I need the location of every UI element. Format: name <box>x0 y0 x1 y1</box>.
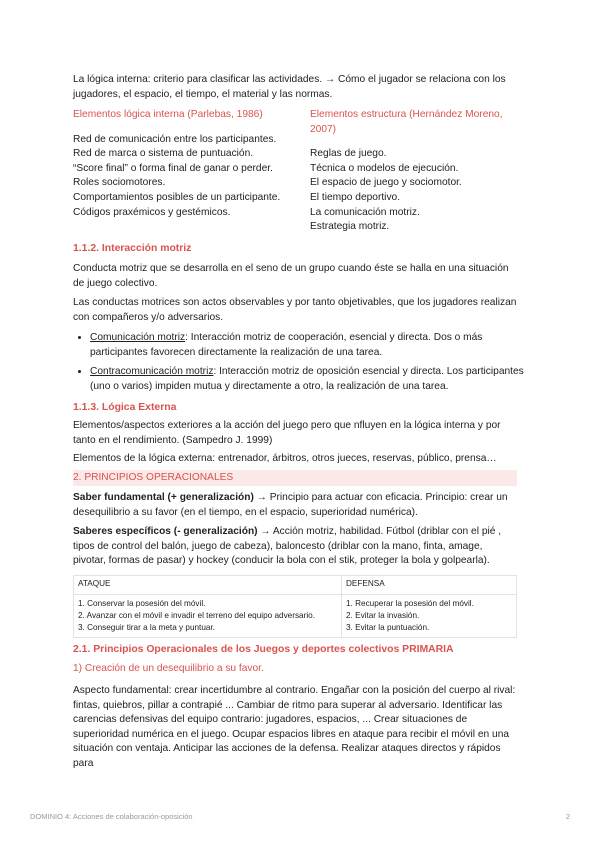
list-item: Técnica o modelos de ejecución. <box>310 162 459 174</box>
list-item: El tiempo deportivo. <box>310 191 401 203</box>
list-item: La comunicación motriz. <box>310 206 420 218</box>
list-item: Red de marca o sistema de puntuación. <box>73 148 254 160</box>
list-item: Comportamientos posibles de un participante. <box>73 191 281 203</box>
bullet-comunicacion <box>90 331 534 360</box>
footer-title: DOMINIO 4: Acciones de colaboración-oposición <box>30 812 193 821</box>
bullet-text: : Interacción motriz de cooperación, esencial y directa. Dos o más participantes favorecen directamente la realización de una tarea. <box>90 332 483 358</box>
term-text: → Acción motriz, habilidad. Fútbol (driblar con el pié , tipos de control del balón, juego de cabeza), baloncesto (driblar con la mano, finta, amage, pivotar, formas de pasar) y hockey (conducir la bola con el stik, proteger la bola y golpearla). <box>73 526 502 566</box>
page-number: 2 <box>565 812 570 821</box>
cell-line: 3. Evitar la puntuación. <box>346 623 430 632</box>
interaction-bullets <box>73 331 534 394</box>
subheading: 1) Creación de un desequilibrio a su favor. <box>73 663 264 674</box>
table-header-defense: DEFENSA <box>342 576 517 595</box>
paragraph: Las conductas motrices son actos observables y por tanto objetivables, que los jugadores realizan con compañeros y/o adversarios. <box>73 297 517 323</box>
principles-table <box>73 575 517 638</box>
column-structure <box>310 108 520 235</box>
section-heading-112: 1.1.2. Interacción motriz <box>73 243 192 254</box>
column-internal-logic <box>73 108 298 220</box>
page-footer <box>30 812 570 821</box>
table-header-attack: ATAQUE <box>74 576 342 595</box>
intro-paragraph: La lógica interna: criterio para clasificar las actividades. → Cómo el jugador se relaciona con los jugadores, el espacio, el tiempo, el material y las normas. <box>73 74 506 100</box>
cell-line: 3. Conseguir tirar a la meta y puntuar. <box>78 623 215 632</box>
bullet-term: Comunicación motriz <box>90 332 186 343</box>
paragraph: Elementos de la lógica externa: entrenador, árbitros, otros jueces, reservas, público, prensa… <box>73 453 497 464</box>
bullet-contracomunicacion <box>90 365 534 394</box>
cell-line: 1. Recuperar la posesión del móvil. <box>346 599 474 608</box>
term-text: → Principio para actuar con eficacia. Principio: crear un desequilibrio a su favor (en el tiempo, en el espacio, superioridad numérica). <box>73 492 508 518</box>
table-cell-defense <box>342 595 517 638</box>
section-banner-2: 2. PRINCIPIOS OPERACIONALES <box>73 470 517 486</box>
term: Saberes específicos (- generalización) <box>73 526 258 537</box>
list-item: “Score final” o forma final de ganar o perder. <box>73 162 273 174</box>
table-cell-attack <box>74 595 342 638</box>
paragraph: Conducta motriz que se desarrolla en el seno de un grupo cuando éste se halla en una situación de juego colectivo. <box>73 263 509 289</box>
paragraph-saberes-especificos <box>73 525 517 569</box>
cell-line: 2. Evitar la invasión. <box>346 611 420 620</box>
paragraph: Elementos/aspectos exteriores a la acción del juego pero que nfluyen en la lógica interna y por tanto en el rendimiento. (Sampedro J. 1999) <box>73 420 501 446</box>
cell-line: 1. Conservar la posesión del móvil. <box>78 599 206 608</box>
paragraph: Aspecto fundamental: crear incertidumbre al contrario. Engañar con la posición del cuerpo al rival: fintas, quiebros, pillar a contrapié ... Cambiar de ritmo para superar al adversario. Identificar las carencias defensivas del equipo contrario: jugadores, espacios, ... Crear situaciones de superioridad numérica en el juego. Ocupar espacios libres en ataque para recibir el móvil en una situación con ventaja. Anticipar las acciones de la defensa. Realizar ataques directos y rápidos para <box>73 685 516 769</box>
list-item: Roles sociomotores. <box>73 177 166 189</box>
list-item: Reglas de juego. <box>310 148 387 160</box>
bullet-term: Contracomunicación motriz <box>90 366 214 377</box>
list-item: Estrategia motriz. <box>310 221 390 233</box>
list-item: Códigos praxémicos y gestémicos. <box>73 206 231 218</box>
list-item: Red de comunicación entre los participantes. <box>73 133 277 145</box>
paragraph-saber-fundamental <box>73 491 517 520</box>
column-title: Elementos estructura (Hernández Moreno, 2007) <box>310 109 503 135</box>
cell-line: 2. Avanzar con el móvil e invadir el terreno del equipo adversario. <box>78 611 315 620</box>
column-title: Elementos lógica interna (Parlebas, 1986) <box>73 109 263 120</box>
list-item: El espacio de juego y sociomotor. <box>310 177 462 189</box>
section-heading-21: 2.1. Principios Operacionales de los Juegos y deportes colectivos PRIMARIA <box>73 644 454 655</box>
table-row <box>74 595 517 638</box>
term: Saber fundamental (+ generalización) <box>73 492 254 503</box>
bullet-text: : Interacción motriz de oposición esencial y directa. Los participantes (uno o varios) impiden mutua y directamente a otro, la realización de una tarea. <box>90 366 524 392</box>
section-heading-113: 1.1.3. Lógica Externa <box>73 402 177 413</box>
